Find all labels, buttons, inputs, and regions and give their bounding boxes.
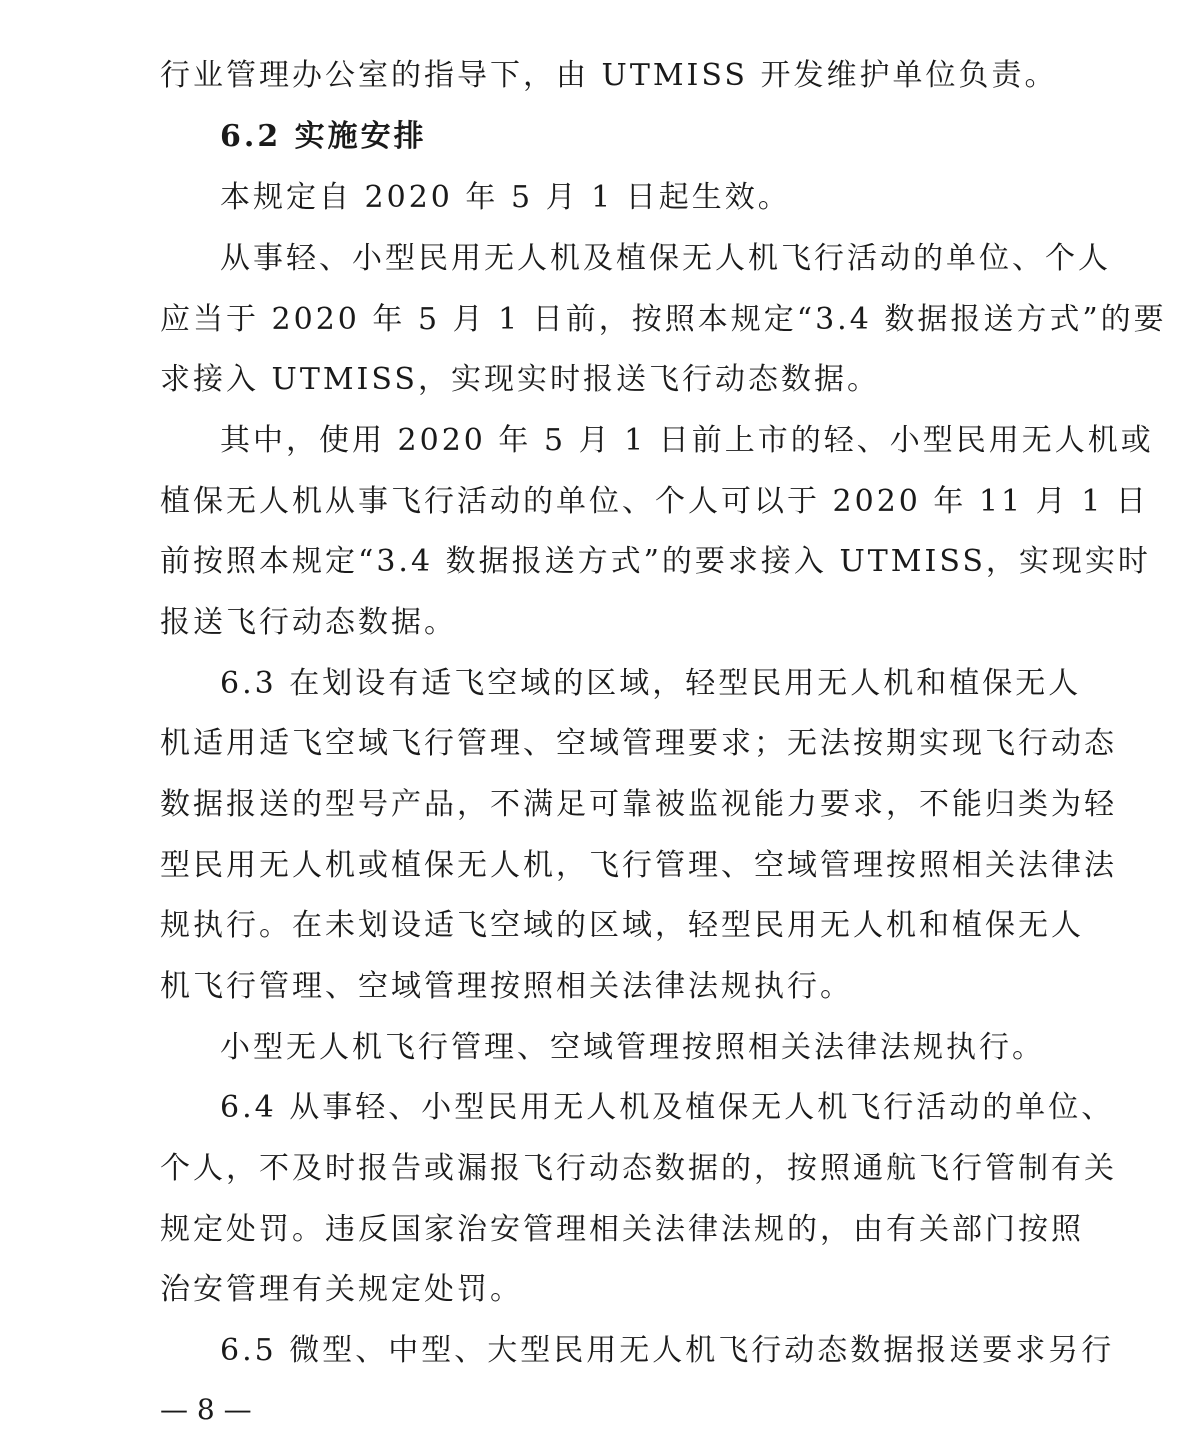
- text-line: 规定处罚。违反国家治安管理相关法律法规的，由有关部门按照: [160, 1212, 1084, 1247]
- text-line: 前按照本规定“3.4 数据报送方式”的要求接入 UTMISS，实现实时: [160, 544, 1151, 579]
- section-heading-6-2: 6.2 实施安排: [220, 119, 427, 154]
- text-line: 植保无人机从事飞行活动的单位、个人可以于 2020 年 11 月 1 日: [160, 484, 1149, 519]
- text-line: 从事轻、小型民用无人机及植保无人机飞行活动的单位、个人: [220, 241, 1111, 276]
- page-number: — 8 —: [160, 1393, 252, 1426]
- text-line: 治安管理有关规定处罚。: [160, 1272, 523, 1307]
- text-line: 机飞行管理、空域管理按照相关法律法规执行。: [160, 969, 853, 1004]
- text-line: 本规定自 2020 年 5 月 1 日起生效。: [220, 180, 791, 215]
- text-line: 其中，使用 2020 年 5 月 1 日前上市的轻、小型民用无人机或: [220, 423, 1154, 458]
- text-line: 型民用无人机或植保无人机，飞行管理、空域管理按照相关法律法: [160, 848, 1117, 883]
- text-line: 小型无人机飞行管理、空域管理按照相关法律法规执行。: [220, 1030, 1045, 1065]
- section-paragraph-6-4: 6.4 从事轻、小型民用无人机及植保无人机飞行活动的单位、: [220, 1090, 1115, 1125]
- text-line: 报送飞行动态数据。: [160, 605, 457, 640]
- section-paragraph-6-5: 6.5 微型、中型、大型民用无人机飞行动态数据报送要求另行: [220, 1333, 1115, 1368]
- text-line: 规执行。在未划设适飞空域的区域，轻型民用无人机和植保无人: [160, 908, 1084, 943]
- section-paragraph-6-3: 6.3 在划设有适飞空域的区域，轻型民用无人机和植保无人: [220, 666, 1082, 701]
- text-line: 机适用适飞空域飞行管理、空域管理要求；无法按期实现飞行动态: [160, 726, 1117, 761]
- text-line: 行业管理办公室的指导下，由 UTMISS 开发维护单位负责。: [160, 58, 1058, 93]
- text-line: 求接入 UTMISS，实现实时报送飞行动态数据。: [160, 362, 880, 397]
- text-line: 数据报送的型号产品，不满足可靠被监视能力要求，不能归类为轻: [160, 787, 1117, 822]
- text-line: 应当于 2020 年 5 月 1 日前，按照本规定“3.4 数据报送方式”的要: [160, 302, 1167, 337]
- text-line: 个人，不及时报告或漏报飞行动态数据的，按照通航飞行管制有关: [160, 1151, 1117, 1186]
